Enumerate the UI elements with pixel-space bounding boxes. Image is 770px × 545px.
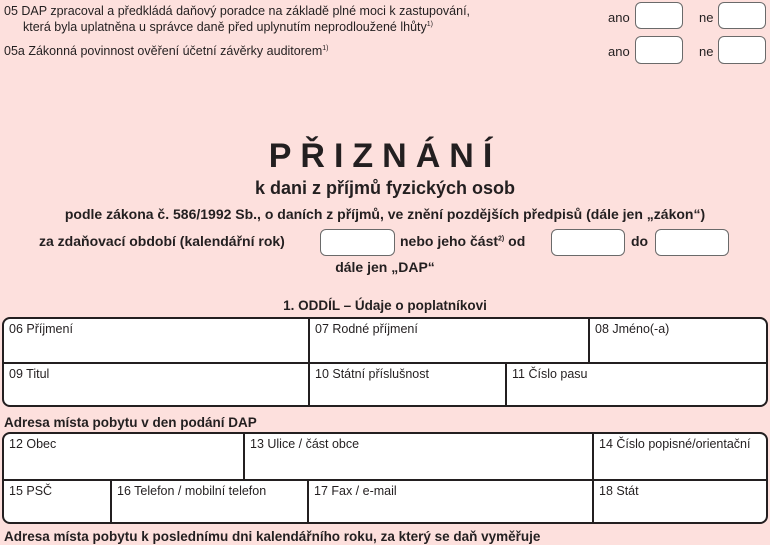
- field-title[interactable]: [4, 364, 308, 405]
- field-house-number[interactable]: [594, 434, 766, 479]
- field-municipality[interactable]: [4, 434, 243, 479]
- q05a-footnote: 1): [322, 44, 329, 52]
- period-label: za zdaňovací období (kalendářní rok): [39, 233, 285, 249]
- field-country[interactable]: [594, 481, 766, 522]
- field-birth-surname[interactable]: [310, 319, 588, 362]
- period-year-field[interactable]: [320, 229, 395, 256]
- taxpayer-grid: [2, 317, 768, 407]
- field-phone[interactable]: [112, 481, 307, 522]
- q05-yes-box[interactable]: [635, 2, 683, 29]
- field-phone-label: 16 Telefon / mobilní telefon: [117, 484, 267, 498]
- field-postal-code[interactable]: [4, 481, 110, 522]
- field-first-name-label: 08 Jméno(-a): [595, 322, 670, 336]
- field-postal-code-label: 15 PSČ: [9, 484, 53, 498]
- field-street-label: 13 Ulice / část obce: [250, 437, 360, 451]
- q05a-text: [4, 43, 328, 59]
- q05-line1: 05 DAP zpracoval a předkládá daňový poradce na základě plné moci k zastupování,: [4, 4, 471, 18]
- field-first-name[interactable]: [590, 319, 766, 362]
- field-country-label: 18 Stát: [599, 484, 639, 498]
- field-citizenship-label: 10 Státní příslušnost: [315, 367, 429, 381]
- field-fax-email-label: 17 Fax / e-mail: [314, 484, 397, 498]
- address1-title: Adresa místa pobytu v den podání DAP: [4, 415, 257, 430]
- part-footnote: 2): [498, 235, 505, 243]
- dap-label: dále jen „DAP“: [335, 259, 435, 275]
- q05-line2: [4, 19, 524, 35]
- q05-footnote: 1): [426, 20, 433, 28]
- form-title: PŘIZNÁNÍ: [268, 137, 502, 175]
- field-house-number-label: 14 Číslo popisné/orientační: [599, 437, 751, 451]
- q05-text: [4, 3, 524, 35]
- field-municipality-label: 12 Obec: [9, 437, 57, 451]
- q05a-no-label: ne: [699, 44, 714, 59]
- q05a-label: 05a Zákonná povinnost ověření účetní závěrky auditorem: [4, 44, 323, 58]
- field-citizenship[interactable]: [310, 364, 505, 405]
- q05-no-label: ne: [699, 10, 714, 25]
- q05-line2-text: která byla uplatněna u správce daně před uplynutím neprodloužené lhůty: [23, 20, 427, 34]
- q05a-yes-box[interactable]: [635, 36, 683, 64]
- field-fax-email[interactable]: [309, 481, 592, 522]
- q05a-no-box[interactable]: [718, 36, 766, 64]
- field-passport-label: 11 Číslo pasu: [512, 367, 588, 381]
- address2-title: Adresa místa pobytu k poslednímu dni kalendářního roku, za který se daň vyměřuje: [4, 529, 541, 544]
- field-surname[interactable]: [4, 319, 308, 362]
- address1-grid: [2, 432, 768, 524]
- to-label: do: [631, 233, 649, 249]
- q05-yes-label: ano: [608, 10, 630, 25]
- field-surname-label: 06 Příjmení: [9, 322, 73, 336]
- period-to-field[interactable]: [655, 229, 729, 256]
- form-subtitle: k dani z příjmů fyzických osob: [254, 178, 516, 198]
- field-street[interactable]: [245, 434, 592, 479]
- field-title-label: 09 Titul: [9, 367, 50, 381]
- law-reference: podle zákona č. 586/1992 Sb., o daních z příjmů, ve znění pozdějších předpisů (dále jen „zákon“): [64, 206, 706, 222]
- period-from-field[interactable]: [551, 229, 625, 256]
- section1-title: 1. ODDÍL – Údaje o poplatníkovi: [283, 298, 487, 313]
- part-label: [400, 233, 525, 249]
- from-label: od: [508, 233, 526, 249]
- field-birth-surname-label: 07 Rodné příjmení: [315, 322, 418, 336]
- part-label-text: nebo jeho část: [400, 233, 499, 249]
- q05-no-box[interactable]: [718, 2, 766, 29]
- q05a-yes-label: ano: [608, 44, 630, 59]
- field-passport[interactable]: [507, 364, 766, 405]
